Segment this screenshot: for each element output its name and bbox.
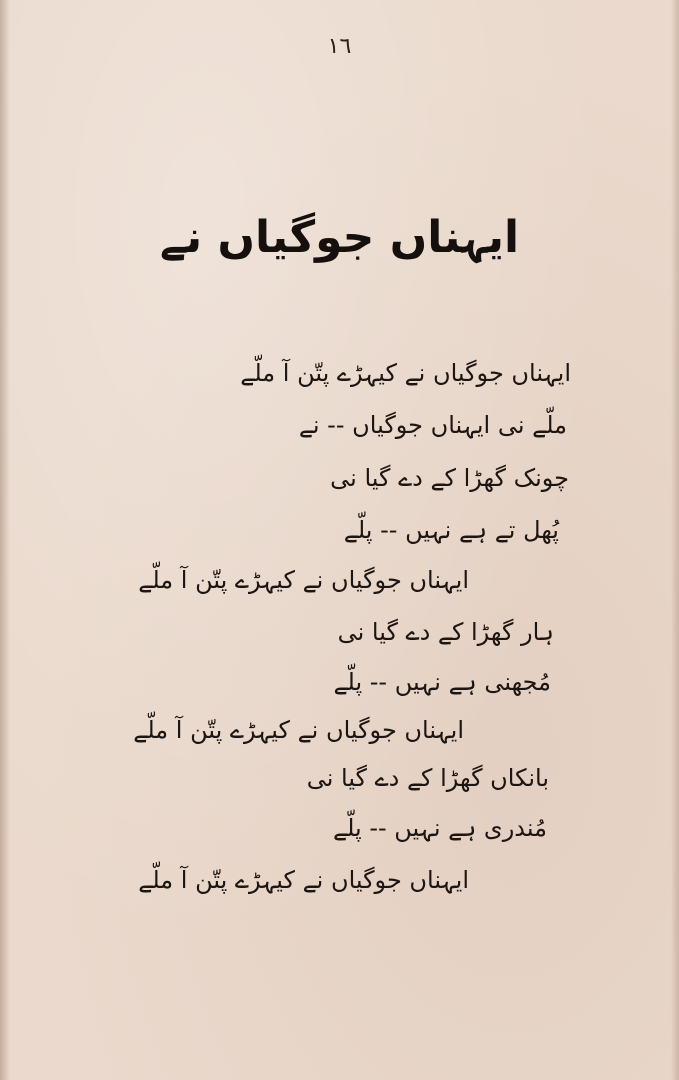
- poem-line: چونک گھڑا کے دے گیا نی: [330, 464, 569, 492]
- poem-line: ملّے نی ایہناں جوگیاں -- نے: [298, 411, 567, 439]
- poem-line: پُھل تے ہے نہیں -- پلّے: [343, 516, 559, 544]
- poem-line: ایہناں جوگیاں نے کیہڑے پتّن آ ملّے: [138, 566, 469, 594]
- poem-line: بانکاں گھڑا کے دے گیا نی: [306, 764, 549, 792]
- page-edge-shadow-left: [0, 0, 10, 1080]
- poem-line: مُجھنی ہے نہیں -- پلّے: [333, 668, 551, 696]
- page-number: ١٦: [327, 34, 352, 59]
- poem-title: ایہناں جوگیاں نے: [159, 212, 520, 263]
- page-edge-shadow-right: [671, 0, 679, 1080]
- poem-line: ایہناں جوگیاں نے کیہڑے پتّن آ ملّے: [133, 716, 464, 744]
- poem-line: مُندری ہے نہیں -- پلّے: [333, 814, 547, 842]
- poem-line: ہار گھڑا کے دے گیا نی: [337, 618, 554, 646]
- poem-line: ایہناں جوگیاں نے کیہڑے پتّن آ ملّے: [240, 359, 571, 387]
- poem-line: ایہناں جوگیاں نے کیہڑے پتّن آ ملّے: [138, 866, 469, 894]
